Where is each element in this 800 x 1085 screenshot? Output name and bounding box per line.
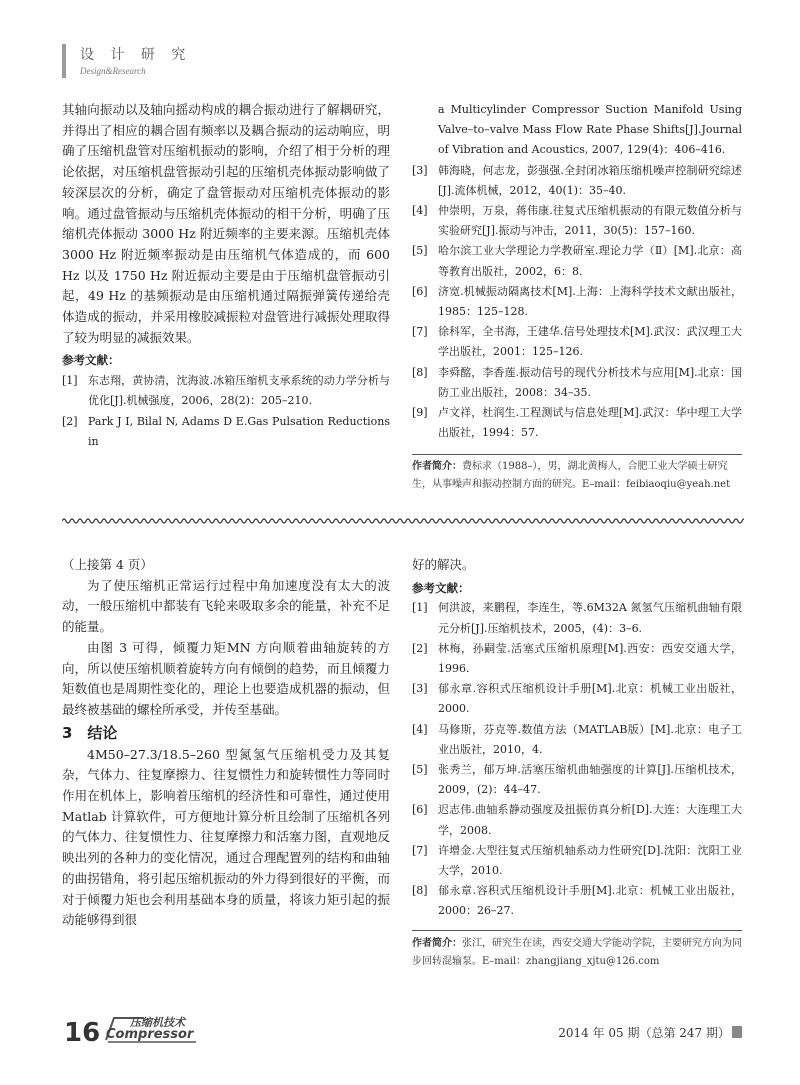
section-heading: 3 结论 — [62, 723, 118, 742]
reference-item — [412, 639, 742, 679]
reference-number: [5] — [412, 244, 428, 258]
author-bio — [412, 458, 742, 494]
reference-text: 韩海晓，何志龙，彭强强.全封闭冰箱压缩机噪声控制研究综述[J].流体机械，2012，40(1)：35–40. — [438, 163, 742, 197]
page-number: 16 — [64, 1018, 101, 1048]
body-paragraph: 4M50–27.3/18.5–260 型氮氢气压缩机受力及其复杂，气体力、往复摩擦力、往复惯性力和旋转惯性力等同时作用在机体上，影响着压缩机的经济性和可靠性，通过使用 Matlab 计算软件，可方便地计算分析且绘制了压缩机各列的气体力、往复惯性力、往复摩擦力和活塞力图，直观地反映出列的各种力的变化情况，通过合理配置列的结构和曲轴的曲拐错角，将引起压缩机振动的外力得到很好的平衡，而对于倾覆力矩也会利用基础本身的质量，将该力矩引起的振动能够得到很 — [62, 746, 390, 928]
reference-item — [412, 363, 742, 403]
body-paragraph: 其轴向振动以及轴向摇动构成的耦合振动进行了解耦研究，并得出了相应的耦合固有频率以及耦合振动的运动响应，明确了压缩机盘管对压缩机振动的影响，介绍了相于分析的理论依据，对压缩机盘管振动引起的压缩机壳体振动影响做了较深层次的分析，确定了盘管振动对压缩机壳体振动的影响。通过盘管振动与压缩机壳体振动的相干分析，明确了压缩机壳体振动 3000 Hz 附近频率的主要来源。压缩机壳体 3000 Hz 附近频率振动是由压缩机气体造成的，而 600 Hz 以及 1750 Hz 附近振动主要是由于压缩机盘管振动引起，49 Hz 的基频振动是由压缩机通过隔振弹簧传递给壳体造成的振动，并采用橡胶减振粒对盘管进行减振处理取得了较为明显的减振效果。 — [62, 102, 390, 345]
reference-number: [4] — [412, 204, 428, 218]
reference-item — [412, 800, 742, 840]
section-title: 设 计 研 究 — [80, 47, 192, 63]
reference-text: 徐科军，全书海，王建华.信号处理技术[M].武汉：武汉理工大学出版社，2001：125–126. — [438, 325, 742, 359]
reference-item — [412, 841, 742, 881]
reference-number: [8] — [412, 884, 428, 898]
reference-item — [412, 598, 742, 638]
reference-item — [412, 679, 742, 719]
reference-number: [3] — [412, 163, 428, 177]
bottom-right-column — [412, 555, 742, 922]
reference-text: 济宽.机械振动隔离技术[M].上海：上海科学技术文献出版社，1985：125–128. — [438, 284, 742, 319]
references-heading: 参考文献： — [62, 353, 120, 368]
author-text: 费标求（1988–），男，湖北黄梅人，合肥工业大学硕士研究生，从事噪声和振动控制方面的研究。E–mail：feibiaoqiu@yeah.net — [412, 461, 731, 490]
top-left-column — [62, 100, 390, 452]
reference-number: [1] — [62, 374, 78, 388]
reference-text: 仲崇明，万泉，蒋伟康.往复式压缩机振动的有限元数值分析与实验研究[J].振动与冲击，2011，30(5)：157–160. — [438, 204, 742, 238]
reference-continuation: a Multicylinder Compressor Suction Manifold Using Valve–to–valve Mass Flow Rate Phase Shifts[J].Journal of Vibration and Acoustics, 2007, 129(4)：406–416. — [438, 103, 742, 157]
reference-number: [4] — [412, 722, 428, 736]
references-heading: 参考文献： — [412, 580, 470, 595]
wavy-divider — [62, 515, 744, 527]
author-divider — [412, 930, 742, 931]
section-subtitle: Design&Research — [80, 66, 146, 76]
reference-text: 卢文祥，杜润生.工程测试与信息处理[M].武汉：华中理工大学出版社，1994：57. — [438, 406, 742, 440]
reference-text: 何洪波，来鹏程，李连生，等.6M32A 氮氢气压缩机曲轴有限元分析[J].压缩机技术，2005，(4)：3–6. — [438, 601, 742, 635]
reference-text: 哈尔滨工业大学理论力学教研室.理论力学（Ⅱ）[M].北京：高等教育出版社，2002，6：8. — [438, 244, 742, 278]
author-label: 作者简介： — [412, 461, 462, 472]
top-right-column — [412, 100, 742, 443]
reference-text: 郁永章.容积式压缩机设计手册[M].北京：机械工业出版社，2000：26–27. — [438, 884, 742, 918]
reference-number: [2] — [62, 414, 78, 428]
reference-text: 张秀兰，郁万坤.活塞压缩机曲轴强度的计算[J].压缩机技术，2009，(2)：44–47. — [438, 763, 742, 797]
continued-note: （上接第 4 页） — [62, 557, 153, 572]
reference-text: Park J I, Bilal N, Adams D E.Gas Pulsation Reductions in — [88, 414, 390, 448]
reference-number: [6] — [412, 803, 428, 817]
reference-item — [412, 720, 742, 760]
reference-number: [3] — [412, 682, 428, 696]
reference-text: 许增金.大型往复式压缩机轴系动力性研究[D].沈阳：沈阳工业大学，2010. — [438, 843, 742, 878]
reference-text: 迟志伟.曲轴系静动强度及扭振仿真分析[D].大连：大连理工大学，2008. — [438, 803, 742, 837]
reference-item — [412, 403, 742, 443]
reference-text: 马修斯，芬克等.数值方法（MATLAB版）[M].北京：电子工业出版社，2010，4. — [438, 722, 742, 756]
author-label: 作者简介： — [412, 938, 462, 949]
reference-number: [9] — [412, 406, 428, 420]
reference-number: [7] — [412, 325, 428, 339]
reference-number: [2] — [412, 641, 428, 655]
header-bar — [62, 44, 66, 78]
reference-number: [7] — [412, 843, 428, 857]
reference-item — [412, 881, 742, 921]
reference-item — [412, 241, 742, 281]
issue-info: 2014 年 05 期（总第 247 期） — [558, 1026, 730, 1040]
author-divider — [412, 454, 742, 455]
reference-item — [412, 201, 742, 241]
reference-text: 李舜酩，李香莲.振动信号的现代分析技术与应用[M].北京：国防工业出版社，2008：34–35. — [438, 365, 742, 399]
bottom-left-column — [62, 555, 390, 931]
body-paragraph: 为了使压缩机正常运行过程中角加速度没有太大的波动，一般压缩机中都装有飞轮来吸取多余的能量，补充不足的能量。 — [62, 577, 390, 635]
journal-name-cn: 压缩机技术 — [130, 1016, 185, 1029]
reference-item — [62, 412, 390, 452]
reference-number: [1] — [412, 601, 428, 615]
author-text: 张江，研究生在读，西安交通大学能动学院，主要研究方向为同步回转混输泵。E–mail：zhangjiang_xjtu@126.com — [412, 938, 742, 967]
body-paragraph: 好的解决。 — [412, 557, 475, 572]
author-bio — [412, 935, 742, 971]
reference-number: [5] — [412, 763, 428, 777]
reference-item — [62, 371, 390, 411]
issue-marker — [732, 1026, 742, 1038]
reference-item — [412, 322, 742, 362]
reference-text: 东志翔，黄协清，沈海波.冰箱压缩机支承系统的动力学分析与优化[J].机械强度，2006，28(2)：205–210. — [88, 374, 390, 408]
reference-number: [8] — [412, 365, 428, 379]
reference-text: 郁永章.容积式压缩机设计手册[M].北京：机械工业出版社，2000. — [438, 682, 742, 716]
reference-item — [412, 760, 742, 800]
reference-text: 林梅，孙嗣莹.活塞式压缩机原理[M].西安：西安交通大学，1996. — [438, 641, 742, 676]
body-paragraph: 由图 3 可得，倾覆力矩MN 方向顺着曲轴旋转的方向，所以使压缩机顺着旋转方向有倾倒的趋势，而且倾覆力矩数值也是周期性变化的，理论上也要造成机器的振动，但最终被基础的螺栓所承受，并传至基础。 — [62, 639, 390, 717]
reference-number: [6] — [412, 284, 428, 298]
journal-name-en: Compressor — [106, 1027, 194, 1042]
reference-item — [412, 161, 742, 201]
reference-item — [412, 282, 742, 322]
